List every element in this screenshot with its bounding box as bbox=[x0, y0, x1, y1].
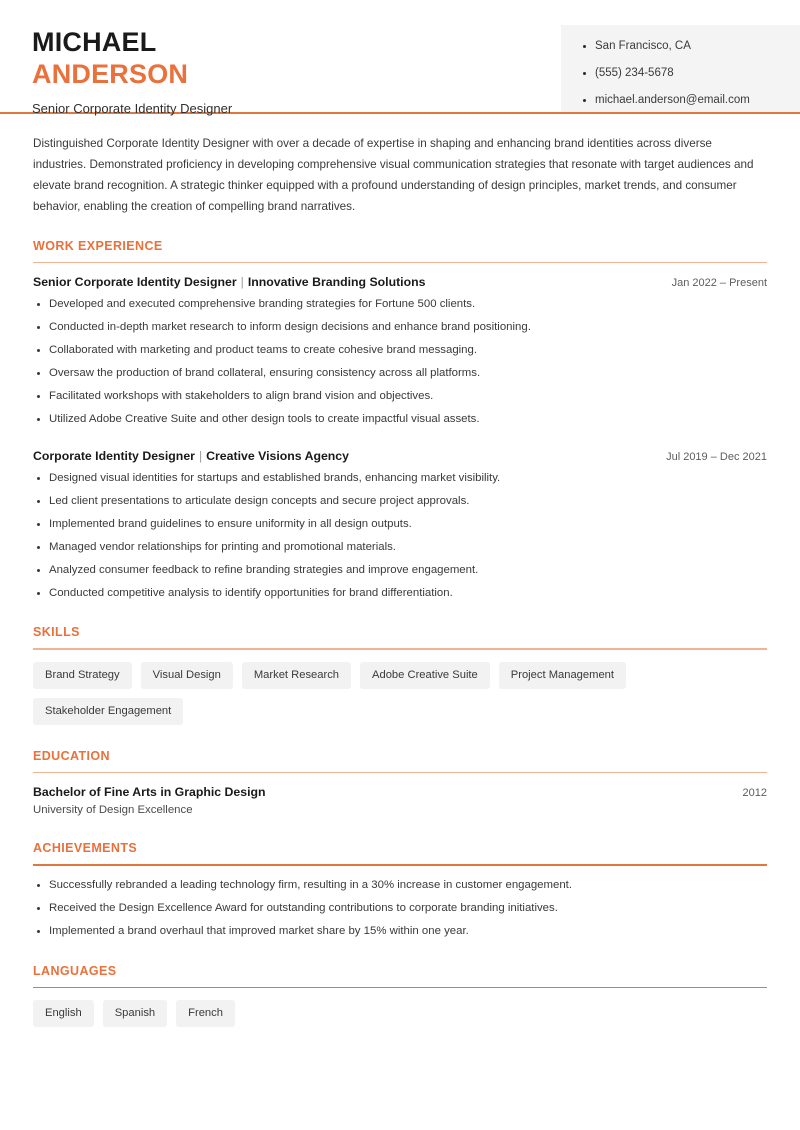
list-item: Analyzed consumer feedback to refine branding strategies and improve engagement. bbox=[33, 563, 767, 578]
languages-chip-list bbox=[33, 1000, 333, 1027]
list-item: Received the Design Excellence Award for outstanding contributions to corporate branding initiatives. bbox=[33, 901, 767, 916]
language-chip: Spanish bbox=[103, 1000, 167, 1027]
list-item: Successfully rebranded a leading technology firm, resulting in a 30% increase in customer engagement. bbox=[33, 878, 767, 893]
skills-chip-list bbox=[33, 662, 633, 725]
skill-chip: Stakeholder Engagement bbox=[33, 698, 183, 725]
section-divider bbox=[33, 772, 767, 773]
section-divider bbox=[33, 262, 767, 263]
language-chip: English bbox=[33, 1000, 94, 1027]
section-title-languages: LANGUAGES bbox=[33, 963, 117, 978]
list-item: Conducted in-depth market research to inform design decisions and enhance brand positioning. bbox=[33, 320, 767, 335]
experience-entry bbox=[33, 275, 767, 427]
list-item: Oversaw the production of brand collateral, ensuring consistency across all platforms. bbox=[33, 366, 767, 381]
section-title-achievements: ACHIEVEMENTS bbox=[33, 841, 138, 856]
list-item: Collaborated with marketing and product teams to create cohesive brand messaging. bbox=[33, 343, 767, 358]
section-divider bbox=[33, 864, 767, 865]
section-title-work-experience: WORK EXPERIENCE bbox=[33, 239, 163, 253]
language-chip: French bbox=[176, 1000, 235, 1027]
first-name: MICHAEL bbox=[32, 27, 157, 57]
education-school: University of Design Excellence bbox=[33, 804, 193, 817]
name-block bbox=[32, 26, 232, 117]
experience-date: Jan 2022 – Present bbox=[671, 277, 767, 290]
professional-summary: Distinguished Corporate Identity Designer with over a decade of expertise in shaping and enhancing brand identities across diverse industries. Demonstrated proficiency in developing comprehensive visual communication strategies that resonate with target audiences and elevate brand recognition. A strategic thinker equipped with a profound understanding of design principles, market trends, and consumer behavior, enabling the creation of compelling brand narratives. bbox=[33, 137, 754, 213]
list-item: Designed visual identities for startups and established brands, enhancing market visibility. bbox=[33, 471, 767, 486]
section-languages bbox=[33, 964, 767, 1027]
experience-entry-header bbox=[33, 275, 767, 289]
list-item: Managed vendor relationships for printing and promotional materials. bbox=[33, 540, 767, 555]
experience-date: Jul 2019 – Dec 2021 bbox=[666, 451, 767, 464]
resume-content bbox=[0, 133, 800, 1027]
contact-info-box bbox=[561, 25, 800, 112]
skill-chip: Project Management bbox=[499, 662, 626, 689]
section-skills bbox=[33, 625, 767, 724]
education-entry bbox=[33, 785, 767, 816]
section-education bbox=[33, 749, 767, 816]
list-item: Led client presentations to articulate design concepts and secure project approvals. bbox=[33, 494, 767, 509]
experience-bullet-list bbox=[33, 297, 767, 427]
contact-location: San Francisco, CA bbox=[583, 39, 800, 54]
contact-email: michael.anderson@email.com bbox=[583, 93, 800, 108]
title-separator: | bbox=[198, 449, 203, 464]
list-item: Implemented brand guidelines to ensure uniformity in all design outputs. bbox=[33, 517, 767, 532]
title-separator: | bbox=[240, 275, 244, 290]
experience-role: Senior Corporate Identity Designer bbox=[33, 275, 237, 290]
section-work-experience bbox=[33, 239, 767, 601]
experience-role: Corporate Identity Designer bbox=[33, 449, 195, 464]
skill-chip: Adobe Creative Suite bbox=[360, 662, 490, 689]
list-item: Utilized Adobe Creative Suite and other design tools to create impactful visual assets. bbox=[33, 412, 767, 427]
list-item: Developed and executed comprehensive branding strategies for Fortune 500 clients. bbox=[33, 297, 767, 312]
section-title-education: EDUCATION bbox=[33, 748, 110, 763]
section-divider bbox=[33, 987, 767, 988]
contact-phone: (555) 234-5678 bbox=[583, 66, 800, 81]
education-year: 2012 bbox=[742, 787, 767, 800]
experience-title-line bbox=[33, 275, 425, 289]
experience-title-line bbox=[33, 449, 349, 463]
section-divider bbox=[33, 648, 767, 649]
list-item: Conducted competitive analysis to identify opportunities for brand differentiation. bbox=[33, 586, 767, 601]
experience-entry bbox=[33, 449, 767, 601]
section-achievements bbox=[33, 841, 767, 938]
skill-chip: Market Research bbox=[242, 662, 351, 689]
skill-chip: Brand Strategy bbox=[33, 662, 132, 689]
resume-header bbox=[0, 0, 800, 116]
achievements-list bbox=[33, 878, 767, 939]
contact-list bbox=[583, 39, 800, 108]
last-name: ANDERSON bbox=[32, 59, 189, 89]
list-item: Implemented a brand overhaul that improved market share by 15% within one year. bbox=[33, 924, 767, 939]
skill-chip: Visual Design bbox=[141, 662, 233, 689]
list-item: Facilitated workshops with stakeholders to align brand vision and objectives. bbox=[33, 389, 767, 404]
experience-entry-header bbox=[33, 449, 767, 463]
education-degree: Bachelor of Fine Arts in Graphic Design bbox=[33, 785, 266, 800]
education-entry-header bbox=[33, 785, 767, 799]
experience-company: Innovative Branding Solutions bbox=[247, 275, 426, 290]
header-job-title: Senior Corporate Identity Designer bbox=[32, 101, 233, 116]
section-title-skills: SKILLS bbox=[33, 625, 80, 640]
experience-bullet-list bbox=[33, 471, 767, 601]
experience-company: Creative Visions Agency bbox=[206, 449, 349, 464]
